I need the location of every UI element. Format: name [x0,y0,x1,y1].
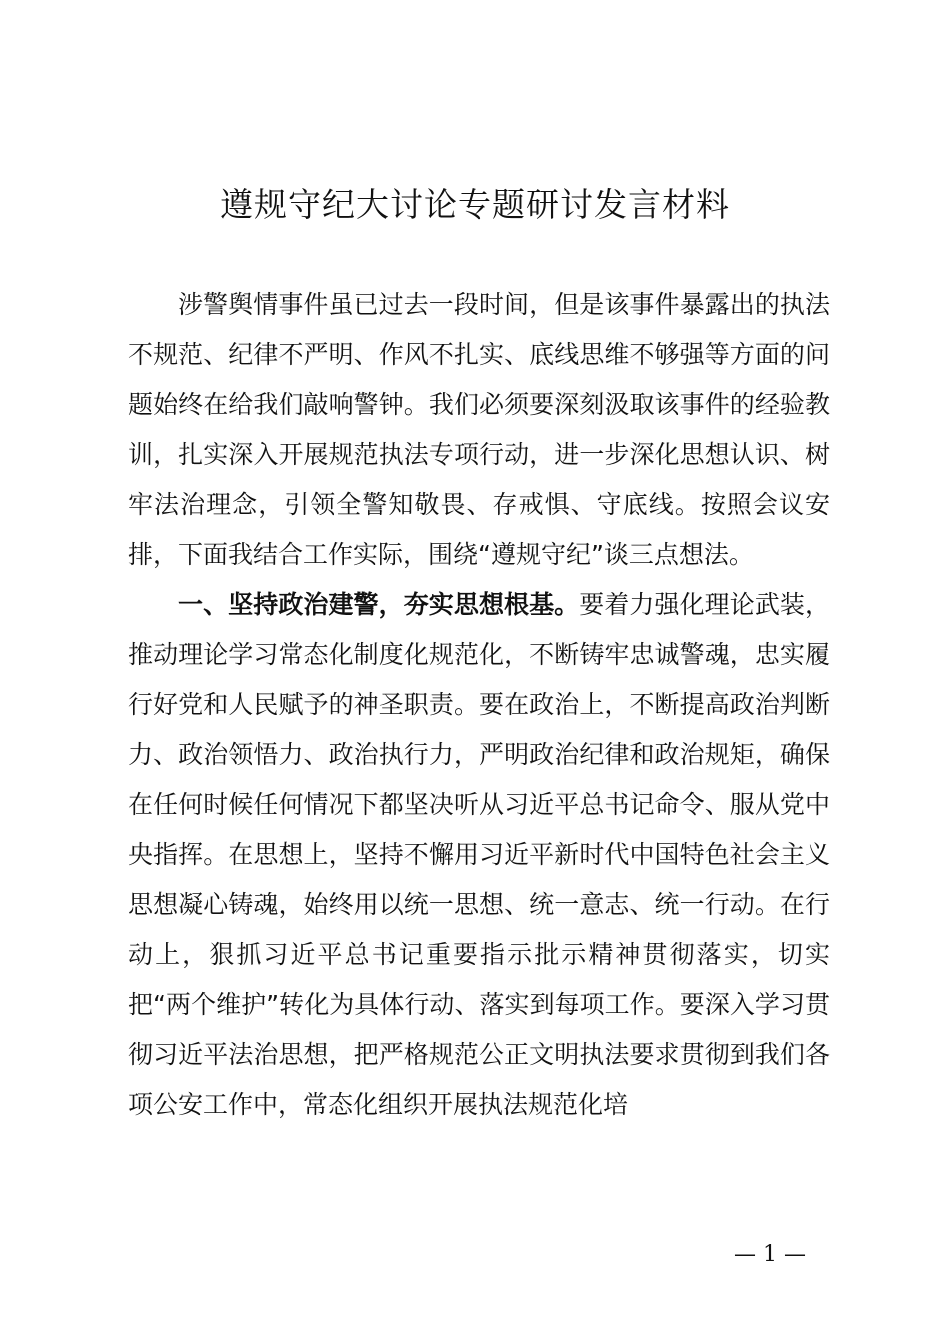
paragraph-intro [128,280,830,580]
paragraph-lead: 一、坚持政治建警，夯实思想根基。 [178,590,580,619]
page-number: — 1 — [734,1242,806,1267]
paragraph-text: 要着力强化理论武装，推动理论学习常态化制度化规范化，不断铸牢忠诚警魂，忠实履行好党和人民赋予的神圣职责。要在政治上，不断提高政治判断力、政治领悟力、政治执行力，严明政治纪律和政治规矩，确保在任何时候任何情况下都坚决听从习近平总书记命令、服从党中央指挥。在思想上，坚持不懈用习近平新时代中国特色社会主义思想凝心铸魂，始终用以统一思想、统一意志、统一行动。在行动上，狠抓习近平总书记重要指示批示精神贯彻落实，切实把“两个维护”转化为具体行动、落实到每项工作。要深入学习贯彻习近平法治思想，把严格规范公正文明执法要求贯彻到我们各项公安工作中，常态化组织开展执法规范化培 [128,590,830,1119]
document-body [128,280,830,1130]
paragraph-text: 涉警舆情事件虽已过去一段时间，但是该事件暴露出的执法不规范、纪律不严明、作风不扎实、底线思维不够强等方面的问题始终在给我们敲响警钟。我们必须要深刻汲取该事件的经验教训，扎实深入开展规范执法专项行动，进一步深化思想认识、树牢法治理念，引领全警知敬畏、存戒惧、守底线。按照会议安排，下面我结合工作实际，围绕“遵规守纪”谈三点想法。 [128,290,830,569]
paragraph-section-one [128,580,830,1130]
document-title: 遵规守纪大讨论专题研讨发言材料 [220,185,730,224]
